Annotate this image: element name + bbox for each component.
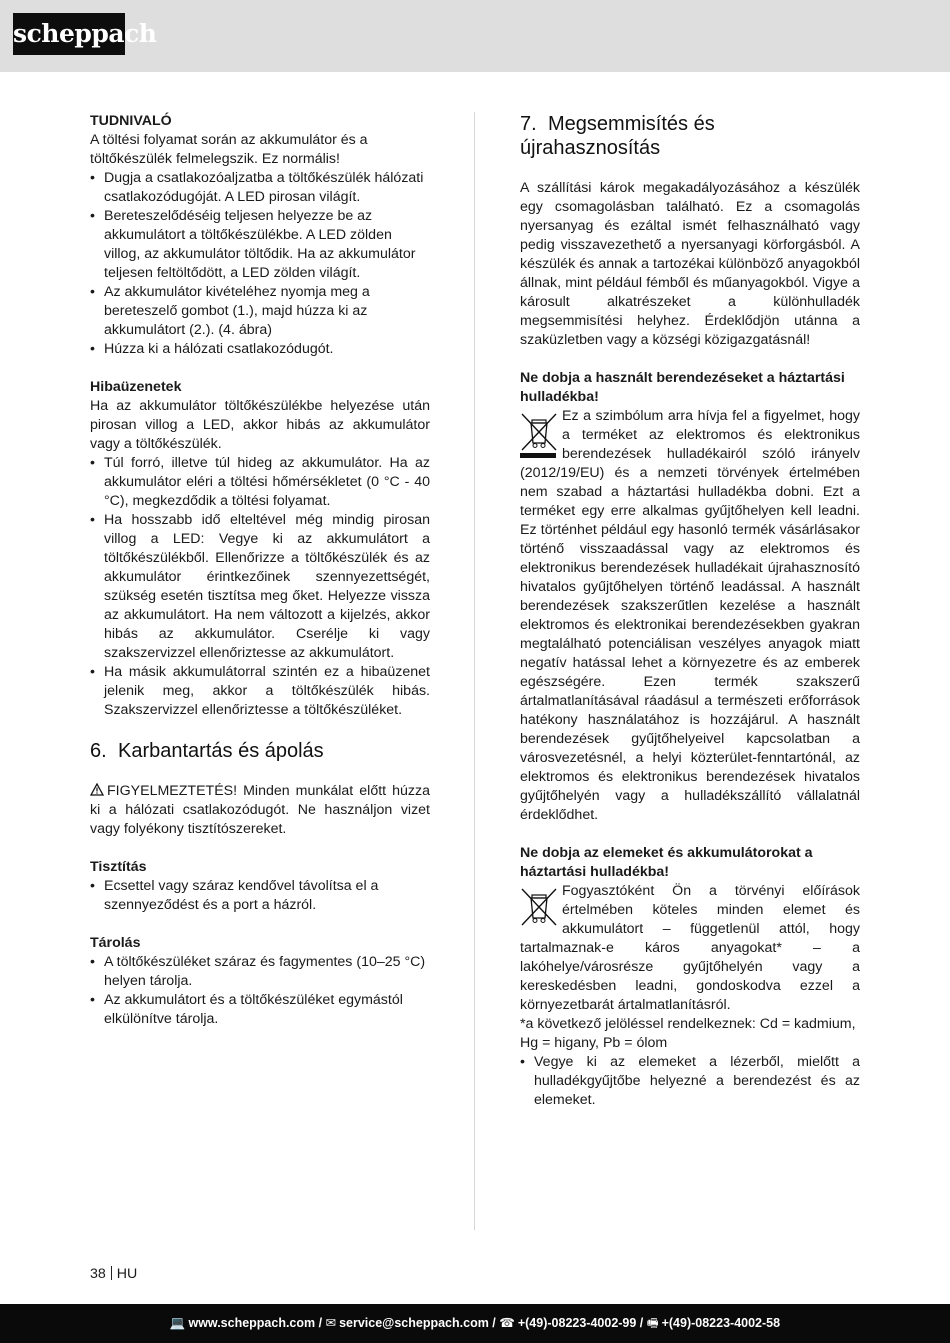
storage-title: Tárolás: [90, 935, 141, 951]
errors-list: [90, 454, 430, 720]
page-footer: [0, 1304, 950, 1343]
section-number: 6.: [90, 740, 107, 762]
section-6-heading: [90, 739, 430, 763]
list-item: • Bereteszelődéséig teljesen helyezze be az akkumulátort a töltőkészülékbe. A LED zölden villog, az akkumulátor töltődik. Ha az akkumulátor teljesen feltöltődött, a LED zölden világít.: [90, 207, 430, 283]
list-item: • Ha másik akkumulátorral szintén ez a hibaüzenet jelenik meg, akkor a töltőkészülék hibás. Szakszervizzel ellenőriztesse a töltőkészüléket.: [90, 663, 430, 720]
errors-text: Ha az akkumulátor töltőkészülékbe helyezése után pirosan villog a LED, akkor hibás az akkumulátor vagy a töltőkészülék.: [90, 398, 430, 452]
crossed-bin-icon: [520, 885, 558, 927]
footer-web[interactable]: www.scheppach.com /: [188, 1316, 323, 1330]
list-item: • Az akkumulátor kivételéhez nyomja meg a bereteszelő gombot (1.), majd húzza ki az akkumulátort (2.). (4. ábra): [90, 283, 430, 340]
notice-list: [90, 169, 430, 359]
page-header: [0, 0, 950, 72]
list-item: • Húzza ki a hálózati csatlakozódugót.: [90, 340, 430, 359]
disposal-text: A szállítási károk megakadályozásához a készülék egy csomagolásban található. Ez a csomagolás nyersanyag és ezáltal ismét felhasználható vagy pedig visszavezethető a nyersanyagi körforgásból. A készülék és annak a tartozékai különböző anyagokból állnak, mint például fémből és műanyagokból. Vigye a károsult alkatrészeket a különhulladék megsemmisítési helyhez. Érdeklődjön utánna a szaküzletben vagy a községi közigazgatásnál!: [520, 180, 860, 348]
weee-title: Ne dobja a használt berendezéseket a háztartási hulladékba!: [520, 370, 845, 405]
errors-title: Hibaüzenetek: [90, 379, 182, 395]
footer-phone[interactable]: +(49)-08223-4002-99 /: [517, 1316, 644, 1330]
crossed-bin-icon: [520, 410, 558, 452]
fax-icon: 🖷: [646, 1316, 659, 1330]
list-item: • A töltőkészüléket száraz és fagymentes (10–25 °C) helyen tárolja.: [90, 953, 430, 991]
right-column: [520, 112, 860, 1110]
section-title: Megsemmisítés és újrahasznosítás: [520, 113, 715, 159]
page-number-separator: [111, 1266, 112, 1280]
footer-fax: +(49)-08223-4002-58: [661, 1316, 781, 1330]
page-number: [90, 1265, 137, 1284]
warning-paragraph: [90, 782, 430, 839]
bin-underline-bar: [520, 453, 556, 458]
cleaning-title: Tisztítás: [90, 859, 147, 875]
battery-text: Fogyasztóként Ön a törvényi előírások értelmében köteles minden elemet és akkumulátort – függetlenül attól, hogy tartalmaznak-e káros anyagokat* – a lakóhelye/városrésze gyűjtőhelyén vagy a kereskedésben leadni, gondoskodva ezzel a környezetbarát ártalmatlanításról.: [520, 883, 860, 1013]
section-number: 7.: [520, 113, 537, 135]
section-title: Karbantartás és ápolás: [118, 740, 324, 762]
battery-block: [520, 882, 860, 1015]
page-language: HU: [116, 1266, 138, 1282]
list-item: • Ecsettel vagy száraz kendővel távolítsa el a szennyeződést és a port a házról.: [90, 877, 430, 915]
list-item: • Vegye ki az elemeket a lézerből, mielőtt a hulladékgyűjtőbe helyezné a berendezést és az elemeket.: [520, 1053, 860, 1110]
left-column: [90, 112, 430, 1029]
warning-text: FIGYELMEZTETÉS! Minden munkálat előtt húzza ki a hálózati csatlakozódugót. Ne használjon vizet vagy folyékony tisztítószereket.: [90, 783, 430, 837]
phone-icon: ☎: [499, 1316, 515, 1330]
warning-icon: [90, 783, 104, 796]
weee-text: Ez a szimbólum arra hívja fel a figyelmet, hogy a terméket az elektromos és elektronikus berendezések hulladékairól szóló irányelv (2012/19/EU) és a nemzeti törvények értelmében nem szabad a háztartási hulladékba dobni. Ezt a terméket egy erre alkalmas gyűjtőhelyen kell leadni. Ez történhet például egy hasonló termék vásárlásakor történő visszaadással vagy az elektromos és elektronikus berendezések hulladékait újrahasznosító hivatalos gyűjtőhelyen történő leadással. A használt berendezések szakszerűtlen kezelése a használt elektromos és elektronikai berendezésekben gyakran megtalálható potenciálisan veszélyes anyagok miatt negatív hatással lehet a környezetre és az emberek egészségére. Ezen termék szakszerű ártalmatlanításával ráadásul a természeti erőforrások hatékony használatához is hozzájárul. A használt berendezések gyűjtőhelyeivel kapcsolatban a városvezetésnél, a helyi közterület-fenntartónál, az elektromos és elektronikus berendezések hivatalos gyűjtőhelyén vagy a hulladékszállító vállalatnál érdeklődhet.: [520, 408, 860, 823]
notice-text: A töltési folyamat során az akkumulátor és a töltőkészülék felmelegszik. Ez normális!: [90, 132, 368, 167]
list-item: • Túl forró, illetve túl hideg az akkumulátor. Ha az akkumulátor eléri a töltési hőmérsékletet (0 °C - 40 °C), megkezdődik a töltési folyamat.: [90, 454, 430, 511]
cleaning-list: [90, 877, 430, 915]
list-item: • Az akkumulátort és a töltőkészüléket egymástól elkülönítve tárolja.: [90, 991, 430, 1029]
page-number-value: 38: [90, 1266, 106, 1282]
list-item: • Ha hosszabb idő elteltével még mindig pirosan villog a LED: Vegye ki az akkumulátort a töltőkészülékből. Ellenőrizze a töltőkészülék és az akkumulátor érintkezőinek szennyezettségét, szükség esetén tisztítsa meg őket. Helyezze vissza az akkumulátort. Ha nem változott a kijelzés, akkor hibás az akkumulátor. Cserélje ki vagy szakszervizzel ellenőriztesse az akkumulátort.: [90, 511, 430, 663]
footer-email[interactable]: service@scheppach.com /: [339, 1316, 496, 1330]
notice-title: TUDNIVALÓ: [90, 113, 172, 129]
battery-list: [520, 1053, 860, 1110]
email-icon: ✉: [325, 1316, 337, 1330]
column-divider: [474, 112, 475, 1230]
section-7-heading: [520, 112, 860, 160]
battery-title: Ne dobja az elemeket és akkumulátorokat a háztartási hulladékba!: [520, 845, 813, 880]
battery-note: *a következő jelöléssel rendelkeznek: Cd = kadmium, Hg = higany, Pb = ólom: [520, 1016, 856, 1051]
computer-icon: 💻: [169, 1316, 186, 1330]
storage-list: [90, 953, 430, 1029]
weee-block: [520, 407, 860, 825]
brand-logo: scheppach: [13, 13, 125, 55]
list-item: • Dugja a csatlakozóaljzatba a töltőkészülék hálózati csatlakozódugóját. A LED pirosan világít.: [90, 169, 430, 207]
